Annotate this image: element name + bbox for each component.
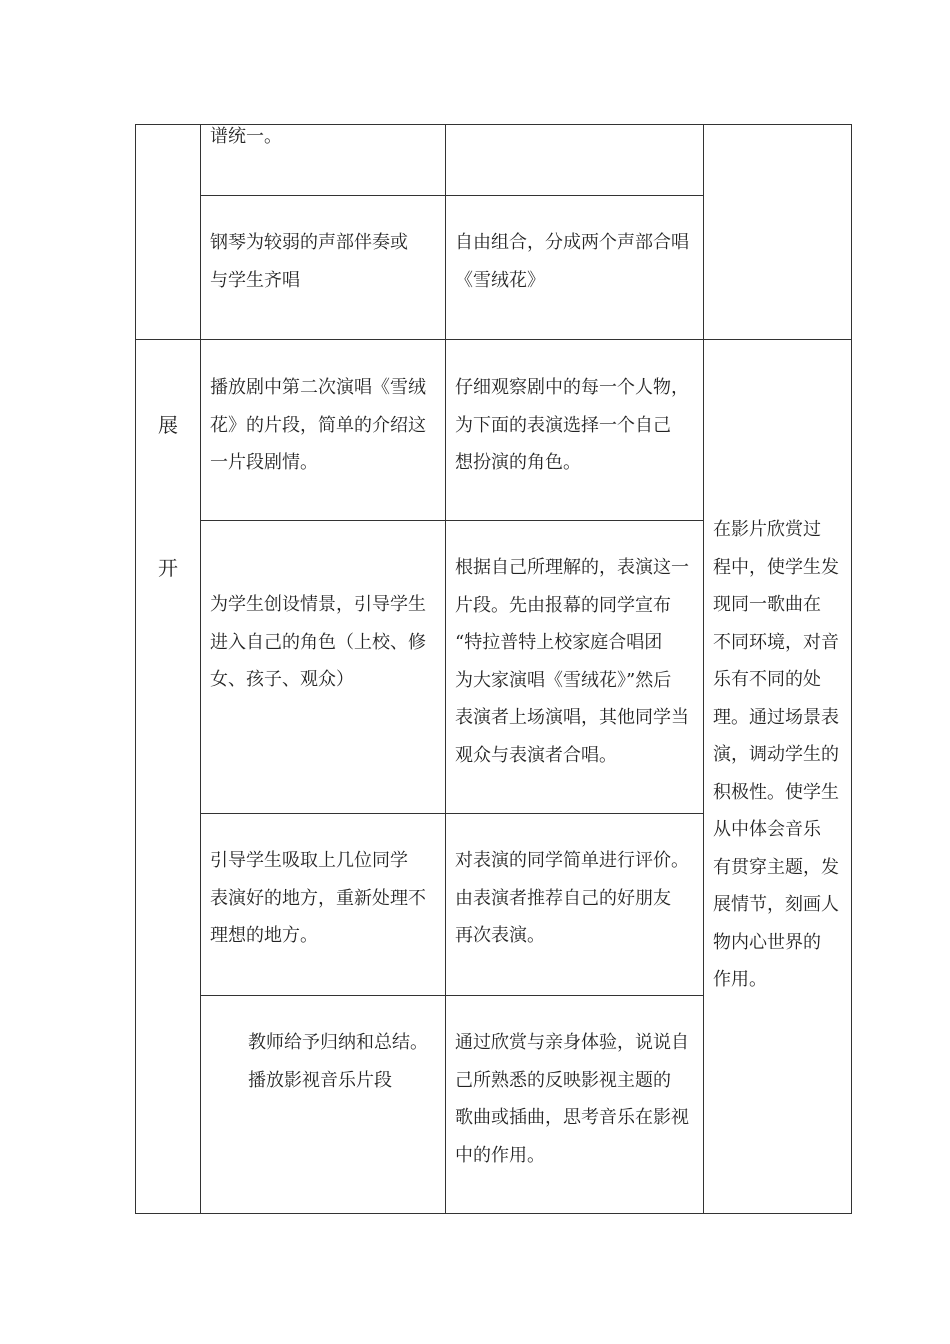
cell-text: 进入自己的角色（上校、修 — [210, 631, 426, 653]
student-cell — [455, 842, 689, 955]
table-right-border — [851, 124, 852, 1214]
cell-text: 演，调动学生的 — [713, 744, 839, 765]
stage-label-char: 展 — [158, 413, 178, 437]
cell-text: 《雪绒花》 — [455, 269, 545, 291]
cell-text: 仔细观察剧中的每一个人物， — [455, 377, 689, 398]
column-divider — [703, 124, 704, 1214]
cell-text: 积极性。使学生 — [713, 781, 839, 803]
cell-text: 女、孩子、观众） — [210, 669, 354, 690]
cell-text: 花》的片段，简单的介绍这 — [210, 414, 426, 436]
cell-text: 与学生齐唱 — [210, 269, 300, 291]
teacher-cell — [210, 369, 426, 482]
cell-text: 表演好的地方，重新处理不 — [210, 887, 426, 909]
cell-text: 自由组合，分成两个声部合唱 — [455, 232, 689, 253]
cell-text: 通过欣赏与亲身体验，说说自 — [455, 1032, 689, 1053]
student-cell — [455, 224, 689, 299]
student-cell — [455, 549, 689, 774]
row-divider — [200, 813, 703, 814]
cell-text: 歌曲或插曲，思考音乐在影视 — [455, 1107, 689, 1128]
cell-text: 想扮演的角色。 — [455, 452, 581, 473]
cell-text: 作用。 — [713, 969, 767, 990]
cell-text: 播放影视音乐片段 — [248, 1069, 392, 1091]
cell-text: 程中，使学生发 — [713, 556, 839, 578]
cell-text: 物内心世界的 — [713, 931, 821, 953]
cell-text: 教师给予归纳和总结。 — [248, 1032, 428, 1053]
cell-text: 观众与表演者合唱。 — [455, 744, 617, 766]
column-divider — [200, 124, 201, 1214]
cell-text: 有贯穿主题，发 — [713, 856, 839, 878]
cell-text: 为学生创设情景，引导学生 — [210, 594, 426, 615]
row-divider — [200, 520, 703, 521]
cell-text: 不同环境，对音 — [713, 631, 839, 653]
cell-text: 播放剧中第二次演唱《雪绒 — [210, 377, 426, 398]
column-divider — [445, 124, 446, 1214]
teacher-cell — [210, 586, 426, 699]
section-divider — [135, 339, 852, 340]
teacher-cell — [248, 1024, 428, 1099]
stage-label-char: 开 — [158, 556, 178, 580]
student-cell — [455, 1024, 689, 1174]
cell-text: 展情节，刻画人 — [713, 894, 839, 915]
cell-text: 乐有不同的处 — [713, 669, 821, 690]
cell-text: 再次表演。 — [455, 925, 545, 946]
teacher-cell-fragment — [210, 118, 282, 156]
cell-text: 现同一歌曲在 — [713, 594, 821, 615]
table-left-border — [135, 124, 136, 1214]
table-bottom-border — [135, 1213, 852, 1214]
cell-text: 表演者上场演唱，其他同学当 — [455, 707, 689, 728]
cell-text: 理。通过场景表 — [713, 706, 839, 728]
cell-text: 理想的地方。 — [210, 925, 318, 946]
teacher-cell — [210, 842, 426, 955]
cell-text: 一片段剧情。 — [210, 452, 318, 473]
row-divider — [200, 195, 703, 196]
cell-text: 钢琴为较弱的声部伴奏或 — [210, 232, 408, 253]
cell-text: 谱统一。 — [210, 126, 282, 147]
cell-text: “特拉普特上校家庭合唱团 — [455, 632, 663, 653]
cell-text: 从中体会音乐 — [713, 819, 821, 840]
cell-text: 为大家演唱《雪绒花》”然后 — [455, 669, 672, 691]
cell-text: 根据自己所理解的，表演这一 — [455, 557, 689, 578]
cell-text: 由表演者推荐自己的好朋友 — [455, 887, 671, 909]
cell-text: 己所熟悉的反映影视主题的 — [455, 1069, 671, 1091]
student-cell — [455, 369, 689, 482]
cell-text: 片段。先由报幕的同学宣布 — [455, 594, 671, 616]
cell-text: 为下面的表演选择一个自己 — [455, 414, 671, 436]
cell-text: 对表演的同学简单进行评价。 — [455, 850, 689, 871]
teacher-cell — [210, 224, 408, 299]
cell-text: 中的作用。 — [455, 1144, 545, 1166]
cell-text: 在影片欣赏过 — [713, 519, 821, 540]
cell-text: 引导学生吸取上几位同学 — [210, 850, 408, 871]
purpose-cell — [713, 511, 839, 999]
row-divider — [200, 995, 703, 996]
